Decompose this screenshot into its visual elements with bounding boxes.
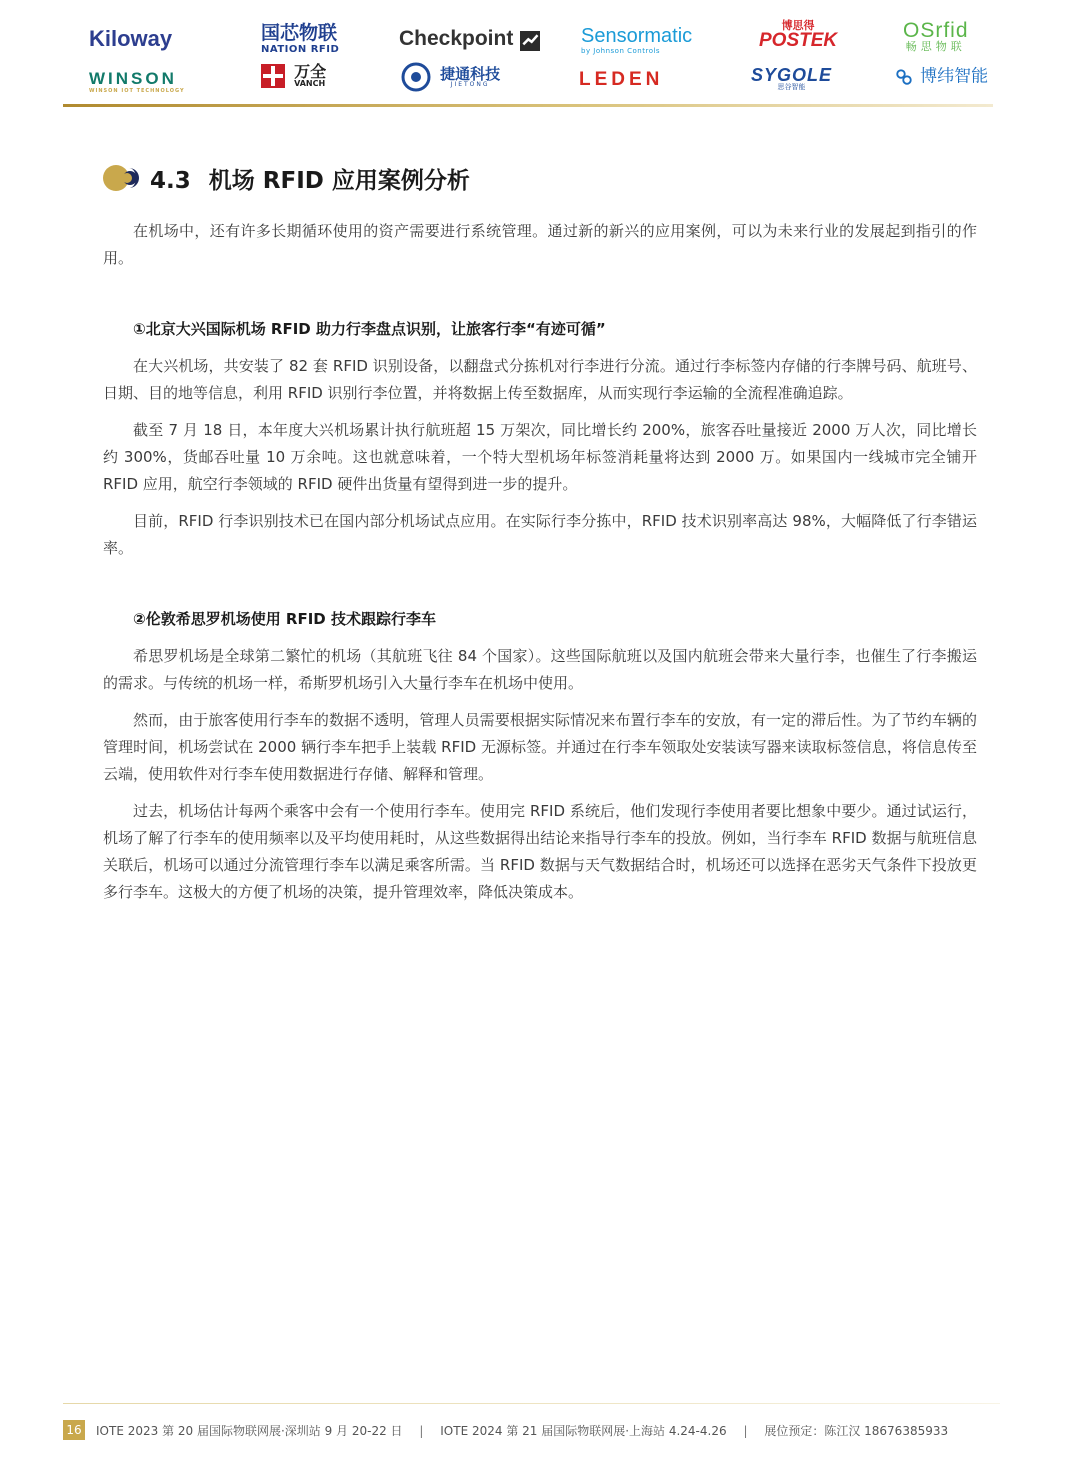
intro-paragraph: 在机场中，还有许多长期循环使用的资产需要进行系统管理。通过新的新兴的应用案例，可以为未来行业的发展起到指引的作用。 [103,222,977,267]
bowei-mark-icon [895,68,913,86]
logo-sensormatic-text: Sensormatic [581,25,693,47]
case-2-paragraph-1: 希思罗机场是全球第二繁忙的机场（其航班飞往 84 个国家）。这些国际航班以及国内航班会带来大量行李，也催生了行李搬运的需求。与传统的机场一样，希斯罗机场引入大量行李车在机场中使用。 [103,647,977,692]
section-number: 4.3 [150,168,191,194]
logo-nation-rfid-text: 国芯物联 [261,22,338,44]
footer-info [96,1422,948,1439]
logo-osrfid [903,20,969,52]
logo-leden [579,70,663,89]
logo-winson [89,70,185,94]
section-title-text: 机场 RFID 应用案例分析 [208,168,470,194]
case-1 [103,316,977,562]
logo-jietong-en: JIETONG [450,80,490,88]
case-1-paragraph-2: 截至 7 月 18 日，本年度大兴机场累计执行航班超 15 万架次，同比增长约 200%，旅客吞吐量接近 2000 万人次，同比增长约 300%，货邮吞吐量 10 万余吨。这也就意味着，一个特大型机场年标签消耗量将达到 2000 万。如果国内一线城市完全铺开 RFID 应用，航空行李领域的 RFID 硬件出货量有望得到进一步的提升。 [103,421,977,493]
logo-kiloway-text: Kiloway [89,26,173,51]
logo-sensormatic-sub: by Johnson Controls [581,47,661,55]
case-1-paragraph-1: 在大兴机场，共安装了 82 套 RFID 识别设备，以翻盘式分拣机对行李进行分流。通过行李标签内存储的行李牌号码、航班号、日期、目的地等信息，利用 RFID 识别行李位置，并将数据上传至数据库，从而实现行李运输的全流程准确追踪。 [103,357,977,402]
logo-sensormatic [581,26,692,55]
article-body [103,218,977,906]
spacer [103,562,977,606]
logo-jietong [401,62,500,92]
case-1-paragraph-3: 目前，RFID 行李识别技术已在国内部分机场试点应用。在实际行李分拣中，RFID 技术识别率高达 98%，大幅降低了行李错运率。 [103,512,977,557]
partner-logo-band [63,16,993,96]
logo-bowei-text: 博纬智能 [920,66,989,87]
logo-checkpoint-text: Checkpoint [399,27,514,50]
logo-leden-text: LEDEN [579,69,664,90]
logo-vanch [261,64,326,88]
logo-jietong-cn: 捷通科技 [440,64,501,83]
logo-sygole [751,66,832,91]
section-title [150,162,470,195]
footer-item-booth-contact: 展位预定：陈江汉 18676385933 [764,1424,949,1438]
vanch-mark-icon [261,64,285,88]
footer-divider [63,1403,1000,1404]
section-bullet-icon [102,164,140,192]
footer-separator: | [743,1424,748,1438]
case-2-paragraph-2: 然而，由于旅客使用行李车的数据不透明，管理人员需要根据实际情况来布置行李车的安放，有一定的滞后性。为了节约车辆的管理时间，机场尝试在 2000 辆行李车把手上装载 RFID 无源标签。并通过在行李车领取处安装读写器来读取标签信息，将信息传至云端，使用软件对行李车使用数据进行存储、解释和管理。 [103,711,977,783]
case-2 [103,606,977,906]
logo-sygole-cn: 思谷智能 [777,83,806,91]
logo-vanch-en: VANCH [294,79,326,88]
logo-checkpoint [399,28,540,51]
case-1-heading: ①北京大兴国际机场 RFID 助力行李盘点识别，让旅客行李“有迹可循” [133,320,606,338]
logo-winson-sub: WINSON IOT TECHNOLOGY [89,88,185,94]
logo-nation-rfid [261,24,339,55]
header-divider [63,104,993,107]
page-number-badge: 16 [63,1420,85,1440]
footer-item-iote-2023: IOTE 2023 第 20 届国际物联网展·深圳站 9 月 20-22 日 [96,1424,403,1438]
logo-vanch-cn: 万全 [294,62,327,81]
logo-winson-text: WINSON [89,69,177,88]
section-header [102,160,902,196]
spacer [103,272,977,316]
logo-osrfid-cn: 畅思物联 [905,40,966,53]
jietong-mark-icon [401,62,431,92]
logo-postek-en: POSTEK [759,30,838,51]
logo-postek-cn: 博思得 [781,19,815,32]
logo-kiloway [89,28,172,50]
footer-separator: | [419,1424,424,1438]
footer-item-iote-2024: IOTE 2024 第 21 届国际物联网展·上海站 4.24-4.26 [440,1424,727,1438]
logo-bowei [895,68,988,86]
case-2-heading: ②伦敦希思罗机场使用 RFID 技术跟踪行李车 [133,610,436,628]
checkpoint-mark-icon [520,31,540,51]
case-2-paragraph-3: 过去，机场估计每两个乘客中会有一个使用行李车。使用完 RFID 系统后，他们发现行李使用者要比想象中要少。通过试运行，机场了解了行李车的使用频率以及平均使用耗时，从这些数据得出结论来指导行李车的投放。例如，当行李车 RFID 数据与航班信息关联后，机场可以通过分流管理行李车以满足乘客所需。当 RFID 数据与天气数据结合时，机场还可以选择在恶劣天气条件下投放更多行李车。这极大的方便了机场的决策，提升管理效率，降低决策成本。 [103,802,977,901]
logo-nation-rfid-sub: NATION RFID [261,44,340,55]
logo-postek [759,20,837,50]
logo-sygole-en: SYGOLE [751,65,833,85]
logo-osrfid-en: OSrfid [903,19,969,42]
